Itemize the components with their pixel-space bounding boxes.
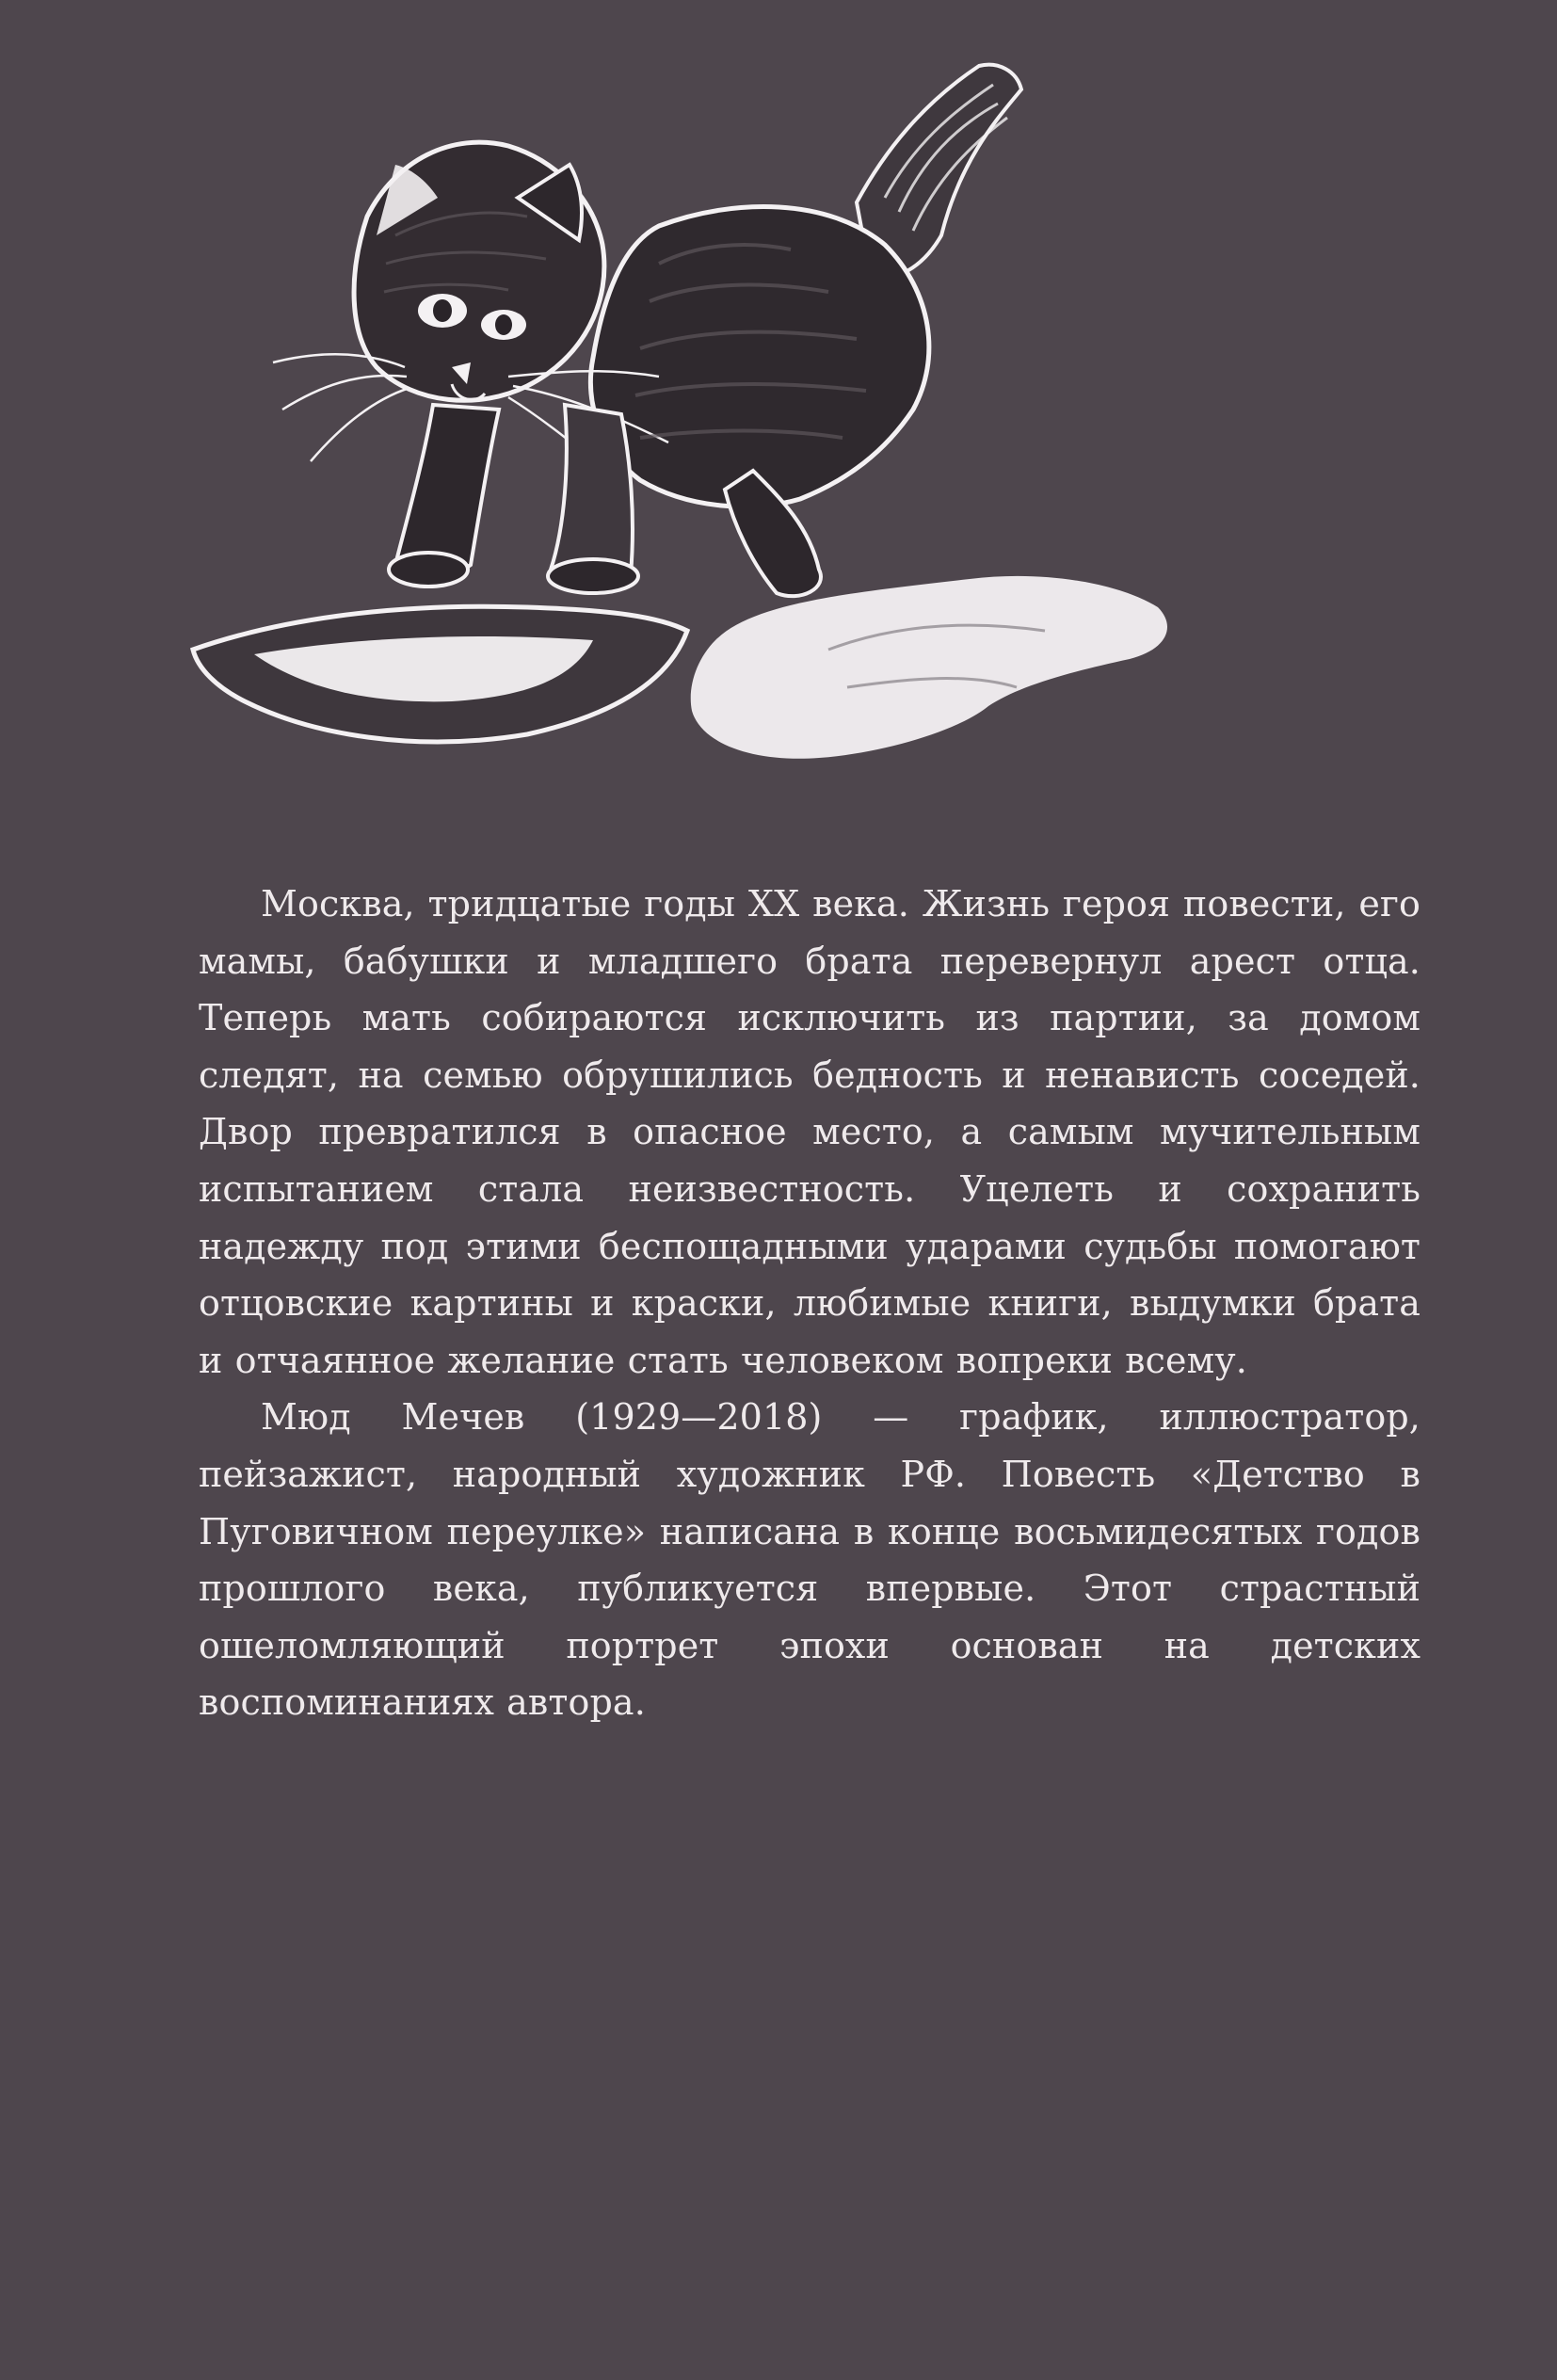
annotation-paragraph-2: Мюд Мечев (1929—2018) — график, иллюстратор, пейзажист, народный художник РФ. Повесть «Детство в Пуговичном переулке» написана в конце восьмидесятых годов прошлого века, публикуется впервые. Этот страстный ошеломляющий портрет эпохи основан на детских воспоминаниях автора. bbox=[199, 1396, 1421, 1724]
kitten-left-paw bbox=[389, 553, 468, 587]
kitten-left-pupil bbox=[433, 299, 452, 322]
kitten-body-shape bbox=[590, 207, 928, 507]
kitten-right-paw bbox=[548, 559, 638, 593]
spilled-milk-puddle bbox=[691, 576, 1167, 759]
kitten-front-left-leg bbox=[395, 405, 499, 575]
annotation-text-block bbox=[199, 876, 1421, 1731]
kitten-right-pupil bbox=[495, 314, 512, 335]
annotation-paragraph-1: Москва, тридцатые годы XX века. Жизнь героя повести, его мамы, бабушки и младшего брата перевернул арест отца. Теперь мать собираются исключить из партии, за домом следят, на семью обрушились бедность и ненависть соседей. Двор превратился в опасное место, а самым мучительным испытанием стала неизвестность. Уцелеть и сохранить надежду под этими беспощадными ударами судьбы помогают отцовские картины и краски, любимые книги, выдумки брата и отчаянное желание стать человеком вопреки всему. bbox=[199, 883, 1421, 1381]
kitten-drinking-milk-illustration-icon bbox=[169, 38, 1186, 810]
kitten-sketch-svg bbox=[169, 38, 1186, 810]
